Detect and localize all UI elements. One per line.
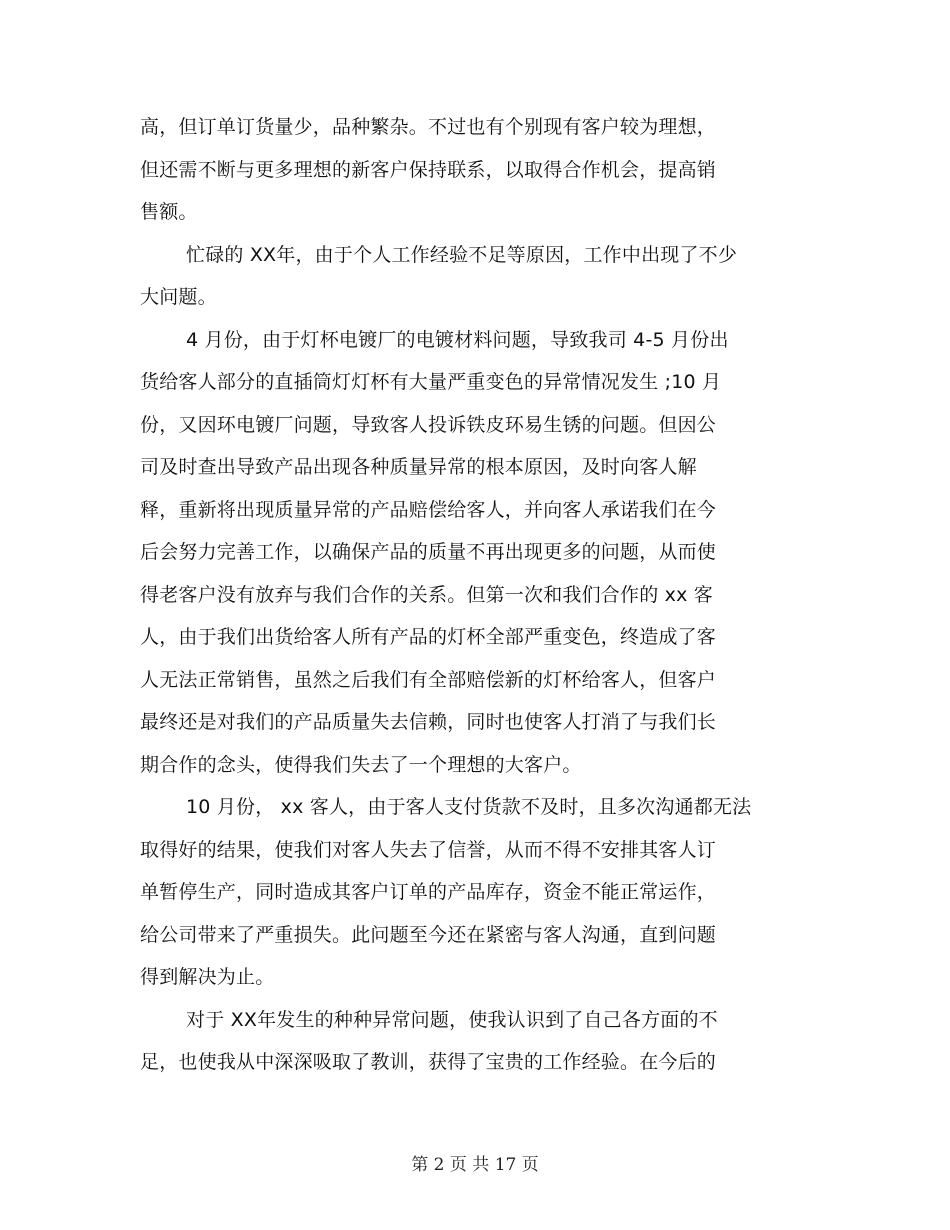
text-line: 份，又因环电镀厂问题，导致客人投诉铁皮环易生锈的问题。但因公	[140, 413, 717, 436]
paragraph-start-line: 10 月份， xx 客人，由于客人支付货款不及时，且多次沟通都无法	[186, 796, 752, 818]
text-line: 高，但订单订货量少，品种繁杂。不过也有个别现有客户较为理想，	[140, 116, 717, 138]
text-line: 给公司带来了严重损失。此问题至今还在紧密与客人沟通，直到问题	[140, 923, 717, 946]
paragraph-start-line: 4 月份，由于灯杯电镀厂的电镀材料问题，导致我司 4-5 月份出	[186, 328, 729, 351]
text-line: 后会努力完善工作，以确保产品的质量不再出现更多的问题，从而使	[140, 541, 717, 563]
text-line: 货给客人部分的直插筒灯灯杯有大量严重变色的异常情况发生 ;10 月	[140, 371, 722, 393]
text-line: 人无法正常销售，虽然之后我们有全部赔偿新的灯杯给客人，但客户	[140, 668, 717, 691]
text-line: 期合作的念头，使得我们失去了一个理想的大客户。	[140, 753, 582, 776]
text-line: 但还需不断与更多理想的新客户保持联系，以取得合作机会，提高销	[140, 158, 717, 181]
text-line: 释，重新将出现质量异常的产品赔偿给客人，并向客人承诺我们在今	[140, 498, 717, 521]
text-line: 足，也使我从中深深吸取了教训，获得了宝贵的工作经验。在今后的	[140, 1051, 717, 1073]
text-line: 最终还是对我们的产品质量失去信赖，同时也使客人打消了与我们长	[140, 711, 717, 733]
page-number-footer: 第 2 页 共 17 页	[411, 1155, 539, 1175]
paragraph-start-line: 忙碌的 XX年，由于个人工作经验不足等原因，工作中出现了不少	[186, 243, 738, 266]
document-body	[140, 106, 790, 1084]
text-line: 售额。	[140, 201, 198, 223]
text-line: 人，由于我们出货给客人所有产品的灯杯全部严重变色，终造成了客	[140, 626, 717, 648]
text-line: 单暂停生产，同时造成其客户订单的产品库存，资金不能正常运作，	[140, 881, 717, 903]
paragraph-start-line: 对于 XX年发生的种种异常问题，使我认识到了自己各方面的不	[186, 1008, 718, 1031]
text-line: 得到解决为止。	[140, 966, 275, 988]
text-line: 得老客户没有放弃与我们合作的关系。但第一次和我们合作的 xx 客	[140, 583, 713, 606]
text-line: 司及时查出导致产品出现各种质量异常的根本原因，及时向客人解	[140, 456, 697, 478]
text-line: 取得好的结果，使我们对客人失去了信誉，从而不得不安排其客人订	[140, 838, 717, 861]
text-line: 大问题。	[140, 286, 217, 308]
